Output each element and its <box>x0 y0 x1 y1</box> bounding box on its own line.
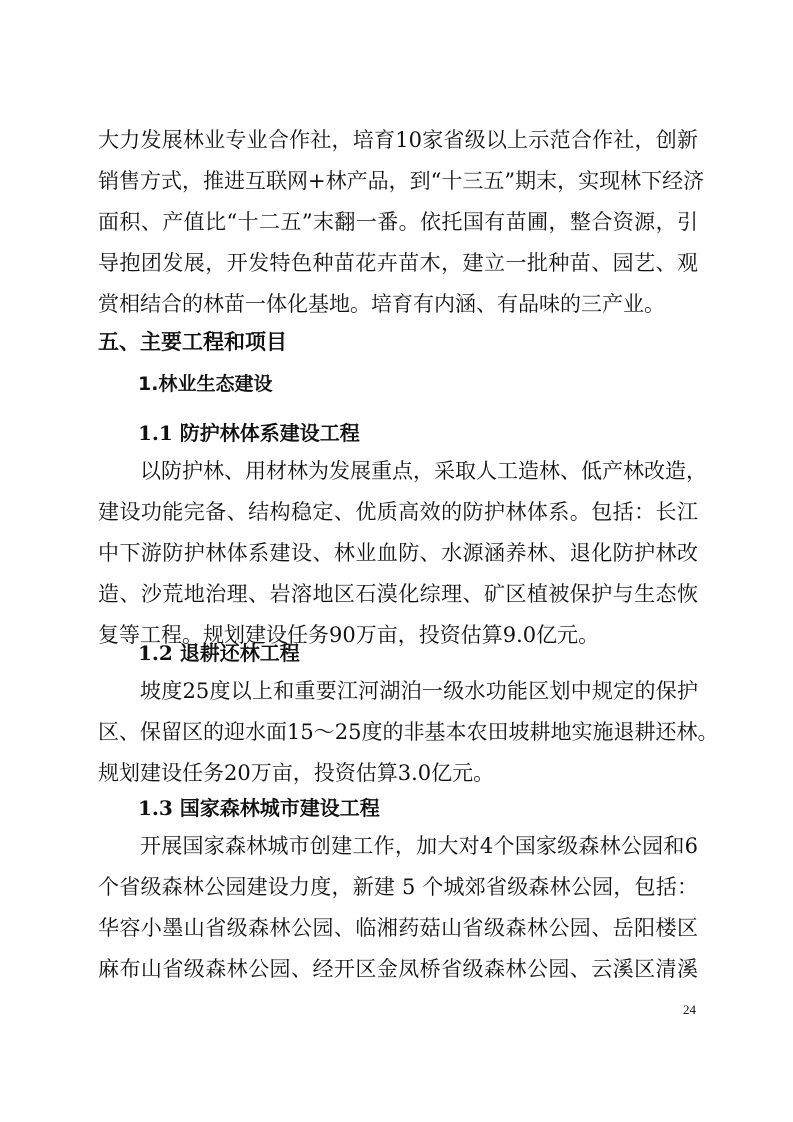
paragraph-line: 华容小墨山省级森林公园、临湘药菇山省级森林公园、岳阳楼区 <box>98 916 698 940</box>
paragraph-line: 区、保留区的迎水面15～25度的非基本农田坡耕地实施退耕还林。 <box>98 720 719 744</box>
page-number: 24 <box>683 1002 696 1017</box>
item-heading: 1.1 防护林体系建设工程 <box>138 421 360 445</box>
item-heading: 1.3 国家森林城市建设工程 <box>138 796 380 820</box>
paragraph-line: 规划建设任务20万亩，投资估算3.0亿元。 <box>98 761 495 785</box>
paragraph-line: 以防护林、用材林为发展重点，采取人工造林、低产林改造， <box>140 459 707 483</box>
paragraph-line: 复等工程。规划建设任务90万亩，投资估算9.0亿元。 <box>98 623 600 647</box>
paragraph-line: 中下游防护林体系建设、林业血防、水源涵养林、退化防护林改 <box>98 541 698 565</box>
paragraph-line: 个省级森林公园建设力度，新建 5 个城郊省级森林公园，包括： <box>98 875 698 899</box>
subsection-heading: 1.林业生态建设 <box>138 373 273 395</box>
item-heading: 1.2 退耕还林工程 <box>138 641 300 665</box>
paragraph-line: 坡度25度以上和重要江河湖泊一级水功能区划中规定的保护 <box>140 679 698 703</box>
paragraph-line: 麻布山省级森林公园、经开区金凤桥省级森林公园、云溪区清溪 <box>98 957 698 981</box>
paragraph-line: 造、沙荒地治理、岩溶地区石漠化综理、矿区植被保护与生态恢 <box>98 582 698 606</box>
paragraph-line: 赏相结合的林苗一体化基地。培育有内涵、有品味的三产业。 <box>98 292 665 316</box>
paragraph-line: 开展国家森林城市创建工作，加大对4个国家级森林公园和6 <box>140 834 698 858</box>
paragraph-line: 建设功能完备、结构稳定、优质高效的防护林体系。包括：长江 <box>98 500 698 524</box>
paragraph-line: 面积、产值比“十二五”末翻一番。依托国有苗圃，整合资源，引 <box>98 210 698 234</box>
section-heading: 五、主要工程和项目 <box>98 330 287 354</box>
paragraph-line: 导抱团发展，开发特色种苗花卉苗木，建立一批种苗、园艺、观 <box>98 251 698 275</box>
paragraph-line: 销售方式，推进互联网+林产品，到“十三五”期末，实现林下经济 <box>98 169 705 193</box>
paragraph-line: 大力发展林业专业合作社，培育10家省级以上示范合作社，创新 <box>98 128 698 152</box>
